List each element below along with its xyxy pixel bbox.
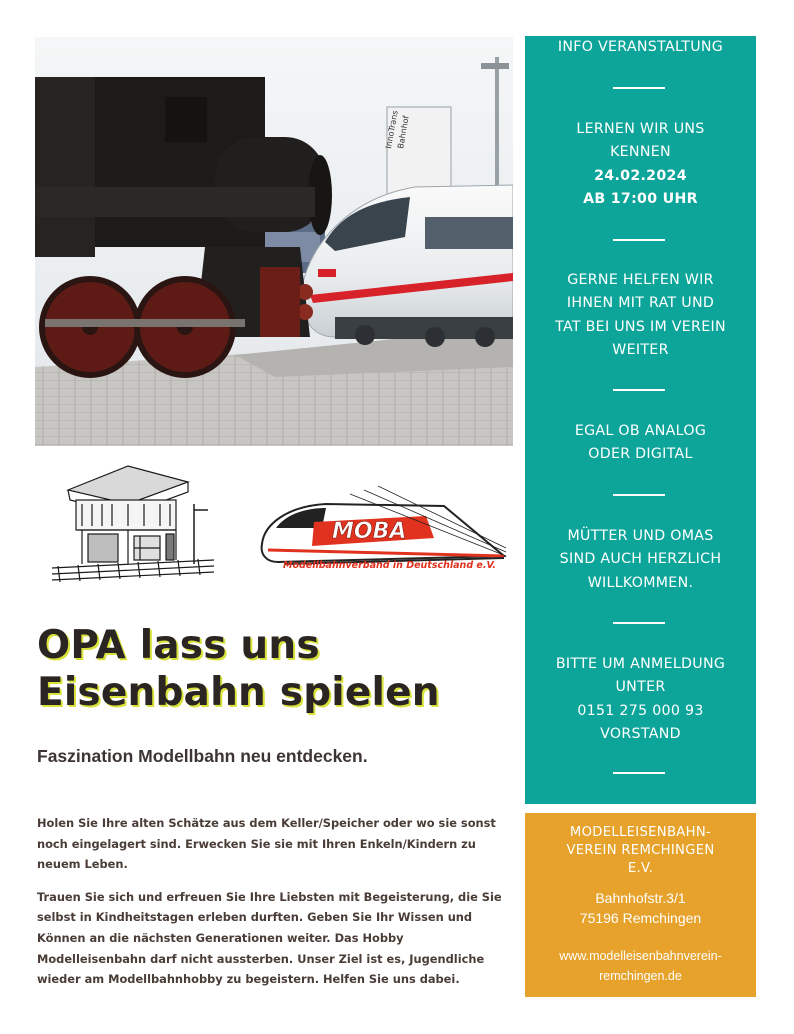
contact-phone[interactable]: 0151 275 000 93 [577, 702, 704, 719]
welcome-line-2: SIND AUCH HERZLICH [559, 551, 722, 568]
club-website-line-2[interactable]: remchingen.de [599, 969, 682, 983]
club-address [525, 888, 756, 928]
body-text [37, 813, 515, 1002]
event-date: 24.02.2024 [594, 167, 687, 184]
divider [613, 87, 665, 89]
club-website-line-1[interactable]: www.modelleisenbahnverein- [559, 949, 722, 963]
welcome-line-1: MÜTTER UND OMAS [567, 528, 714, 544]
body-paragraph-2: Trauen Sie sich und erfreuen Sie Ihre Liebsten mit Begeisterung, die Sie selbst in Kindheitstagen erleben durften. Geben Sie Ihr Wissen und Können an die nächsten Generationen weiter. Das Hobby Modelleisenbahn darf nicht aussterben. Unser Ziel ist es, Jugendliche wieder am Modellbahnhobby zu begeistern. Helfen Sie uns dabei. [37, 889, 502, 987]
contact-line-2: UNTER [615, 679, 666, 696]
body-paragraph-1: Holen Sie Ihre alten Schätze aus dem Keller/Speicher oder wo sie sonst noch eingelagert sind. Erwecken Sie sie mit Ihren Enkeln/Kindern zu neuem Leben. [37, 816, 496, 872]
analog-line-1: EGAL OB ANALOG [574, 423, 707, 439]
station-sign-text-2: Bahnhof [396, 114, 411, 150]
club-name-line-3: E.V. [627, 861, 654, 877]
help-line-2: IHNEN MIT RAT UND [566, 295, 715, 312]
contact-line-1: BITTE UM ANMELDUNG [555, 656, 726, 672]
subtitle: Faszination Modellbahn neu entdecken. [37, 746, 368, 766]
event-block [525, 118, 756, 211]
contact-block [525, 653, 756, 746]
help-block [525, 269, 756, 362]
divider [613, 622, 665, 624]
page-title-line-1: OPA lass uns [37, 623, 320, 668]
help-line-3: TAT BEI UNS IM VEREIN [555, 318, 726, 335]
club-website-link[interactable] [525, 946, 756, 986]
signal-box-sketch-logo [48, 460, 218, 584]
contact-line-4: VORSTAND [600, 725, 681, 742]
club-info-box [525, 813, 756, 997]
welcome-line-3: WILLKOMMEN. [587, 574, 694, 591]
hero-photo [35, 37, 513, 446]
page-title-line-2: Eisenbahn spielen [37, 670, 440, 715]
divider [613, 239, 665, 241]
club-name-line-2: VEREIN REMCHINGEN [566, 843, 715, 859]
event-time: AB 17:00 UHR [583, 190, 698, 207]
divider [613, 494, 665, 496]
help-line-4: WEITER [612, 341, 669, 358]
welcome-block [525, 525, 756, 595]
event-info-panel [525, 36, 756, 804]
club-name [525, 824, 756, 879]
info-title: INFO VERANSTALTUNG [557, 39, 724, 55]
help-line-1: GERNE HELFEN WIR [567, 272, 714, 288]
club-city: 75196 Remchingen [579, 910, 702, 926]
divider [613, 772, 665, 774]
analog-block [525, 420, 756, 467]
analog-line-2: ODER DIGITAL [588, 446, 693, 463]
event-line-1: LERNEN WIR UNS [576, 121, 705, 137]
train-photo-illustration [35, 37, 513, 446]
club-street: Bahnhofstr.3/1 [595, 890, 686, 906]
moba-caption: Modellbahnverband in Deutschland e.V. [283, 560, 496, 571]
page-title [37, 622, 507, 716]
moba-logo-text: MOBA [332, 519, 407, 544]
station-sign-text-1: InnoTrans [384, 109, 400, 150]
club-name-line-1: MODELLEISENBAHN- [569, 825, 712, 840]
signal-box-drawing [48, 460, 218, 584]
event-line-2: KENNEN [610, 144, 671, 161]
divider [613, 389, 665, 391]
